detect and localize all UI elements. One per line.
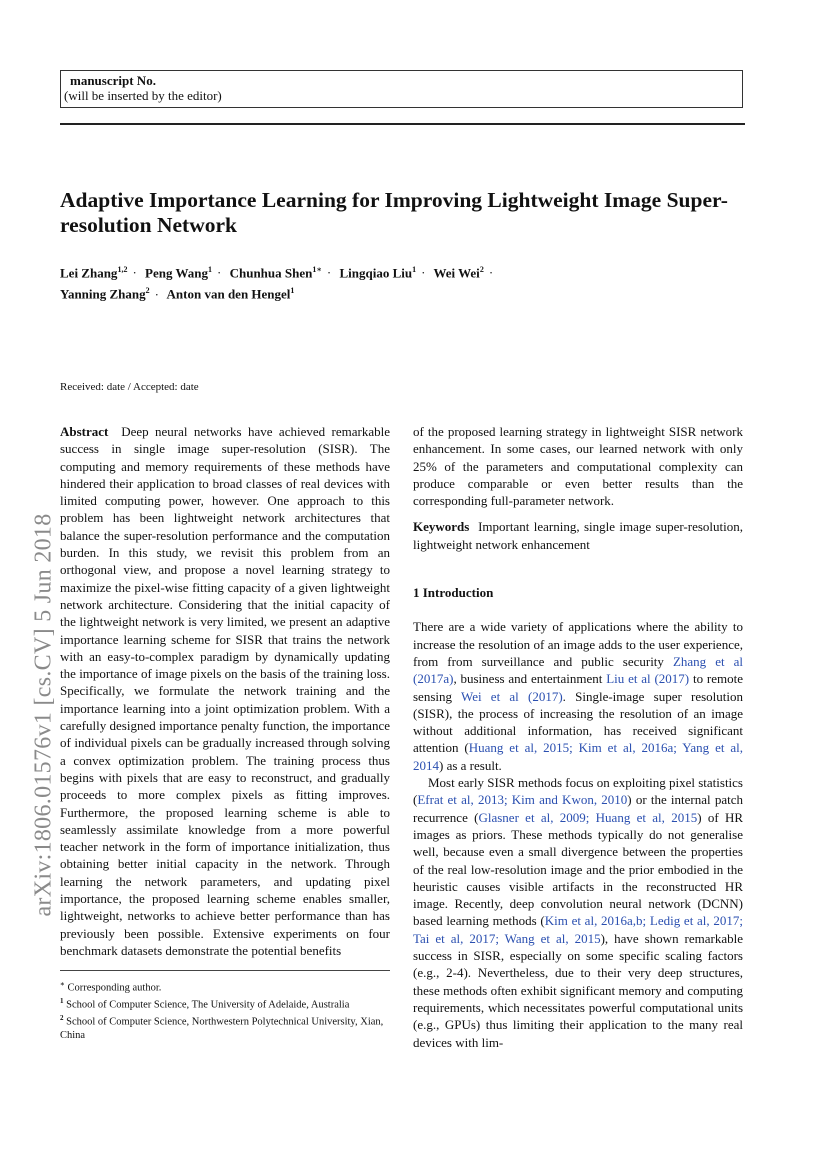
citation-link[interactable]: Huang et al, 2015; Kim et al, 2016a; Yang et al, 2014 [413, 740, 743, 773]
section-heading-introduction: 1 Introduction [413, 585, 494, 601]
author-name: Chunhua Shen [229, 265, 313, 281]
editor-header-box [60, 70, 743, 108]
author-affiliation: 2 [479, 265, 484, 274]
keywords-heading: Keywords [413, 519, 470, 535]
footnotes [60, 978, 390, 1043]
author-affiliation: 1 [208, 265, 212, 274]
paper-title: Adaptive Importance Learning for Improving Lightweight Image Super-resolution Network [60, 188, 728, 237]
left-column [60, 423, 390, 959]
author-affiliation: 1,2 [117, 265, 128, 274]
abstract-paragraph [60, 423, 390, 959]
abstract-text: Deep neural networks have achieved remarkable success in single image super-resolution (SISR). The computing and memory requirements of these methods have hindered their application to broad classes of real devices with limited computing power, however. One approach to this problem has been lightweight network architectures that balance the super-resolution performance and the computation burden. In this study, we revisit this problem from an orthogonal view, and propose a novel learning strategy to maximize the pixel-wise fitting capacity of a given lightweight network architecture. Considering that the initial capacity of the lightweight network is very limited, we present an adaptive importance learning scheme for SISR that trains the network with an easy-to-complex paradigm by dynamically updating the importance of image pixels on the basis of the training loss. Specifically, we formulate the network training and the importance learning into a joint optimization problem. With a carefully designed importance penalty function, the importance of individual pixels can be gradually increased through solving a convex optimization problem. The training process thus begins with pixels that are easy to reconstruct, and gradually proceeds to more complex pixels as fitting improves. Furthermore, the proposed learning scheme is able to seamlessly assimilate knowledge from a more powerful teacher network in the form of importance initialization, thus obtaining better initial capacity in the network. Through learning the network parameters, and updating pixel importance, the proposed learning scheme enables smaller, lightweight, networks to achieve better performance than has previously been possible. Extensive experiments on four benchmark datasets demonstrate the potential benefits [60, 424, 390, 958]
citation-link[interactable]: Liu et al (2017) [606, 671, 690, 687]
citation-link[interactable]: Efrat et al, 2013; Kim and Kwon, 2010 [417, 792, 628, 808]
author-affiliation: 2 [145, 286, 150, 296]
received-accepted-line: Received: date / Accepted: date [60, 381, 199, 393]
abstract-heading: Abstract [60, 424, 109, 439]
editor-note: (will be inserted by the editor) [64, 88, 222, 103]
footnote-rule [60, 970, 390, 971]
author-name: Anton van den Hengel [166, 286, 291, 302]
header-rule [60, 123, 745, 125]
author-affiliation: 1 [290, 286, 295, 296]
footnote: $^2$ School of Computer Science, Northwestern Polytechnical University, Xian, China [60, 1014, 384, 1041]
manuscript-label: manuscript No. [70, 73, 156, 88]
author-affiliation: 1 [412, 265, 417, 274]
author-name: Peng Wang [145, 265, 208, 281]
intro-paragraph-2: Most early SISR methods focus on exploiting pixel statistics (Efrat et al, 2013; Kim and Kwon, 2010) or the internal patch recurrence (Glasner et al, 2009; Huang et al, 2015) of HR images as priors. These methods typically do not generalise well, because even a small divergence between the properties of the real low-resolution image and the prior embodied in the heuristic causes visible artifacts in the reconstructed HR image. Recently, deep convolution neural network (DCNN) based learning methods (Kim et al, 2016a,b; Ledig et al, 2017; Tai et al, 2017; Wang et al, 2015), have shown remarkable success in SISR, especially on some specific scaling factors (e.g., 2-4). Nevertheless, due to their very deep structures, these methods often exhibit significant memory and computing requirements, which necessitates powerful computational units (e.g., GPUs) thus limiting their application to the many real devices with lim- [413, 775, 744, 1050]
intro-paragraph-1: There are a wide variety of applications where the ability to increase the resolution of an image adds to the user experience, from from surveillance and public security Zhang et al (2017a), business and entertainment Liu et al (2017) to remote sensing Wei et al (2017). Single-image super resolution (SISR), the process of increasing the resolution of an image without additional information, has received significant attention (Huang et al, 2015; Kim et al, 2016a; Yang et al, 2014) as a result. [413, 619, 744, 773]
arxiv-sidebar-stamp: arXiv:1806.01576v1 [cs.CV] 5 Jun 2018 [30, 513, 57, 917]
citation-link[interactable]: Zhang et al (2017a) [413, 653, 743, 687]
author-name: Lingqiao Liu [339, 265, 413, 281]
keywords-paragraph [413, 518, 743, 553]
author-name: Lei Zhang [60, 265, 118, 281]
right-column [413, 423, 743, 1051]
citation-link[interactable]: Kim et al, 2016a,b; Ledig et al, 2017; Tai et al, 2017; Wang et al, 2015 [413, 913, 743, 946]
citation-link[interactable]: Wei et al (2017) [460, 688, 563, 704]
author-name: Yanning Zhang [60, 286, 146, 302]
abstract-continuation: of the proposed learning strategy in lightweight SISR network enhancement. In some cases, our learned network with only 25% of the parameters and computational complexity can produce comparable or even better results than the corresponding full-parameter network. [413, 424, 743, 509]
author-affiliation: 1∗ [312, 265, 322, 274]
author-name: Wei Wei [433, 265, 480, 281]
author-list: Lei Zhang$^{1,2}$ · Peng Wang$^1$ · Chunhua Shen$^{1∗}$ · Lingqiao Liu$^1$ · Wei Wei$^2$ · Yanning Zhang$^2$ · Anton van den Hengel$^1$ [60, 265, 494, 302]
footnote: ∗ Corresponding author. [60, 980, 162, 994]
citation-link[interactable]: Glasner et al, 2009; Huang et al, 2015 [478, 809, 698, 825]
footnote: $^1$ School of Computer Science, The University of Adelaide, Australia [60, 997, 350, 1011]
keywords-text: Important learning, single image super-resolution, lightweight network enhancement [413, 519, 743, 552]
